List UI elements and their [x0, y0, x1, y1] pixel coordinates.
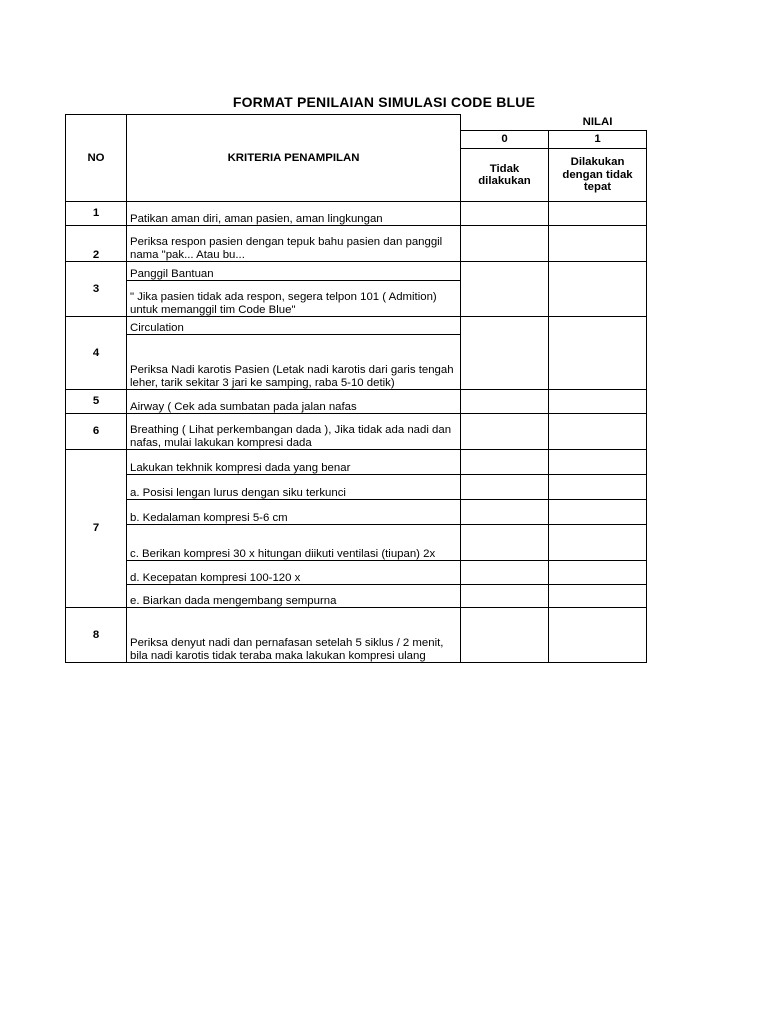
score-cell-0[interactable] [461, 262, 549, 317]
table-row [66, 414, 647, 450]
table-row [66, 450, 647, 475]
score-cell-0[interactable] [461, 450, 549, 475]
table-row [66, 390, 647, 414]
score-cell-0[interactable] [461, 561, 549, 585]
header-nilai: NILAI [582, 116, 613, 128]
score-cell-0[interactable] [461, 317, 549, 390]
score-cell-1[interactable] [549, 500, 647, 525]
item-no: 7 [66, 450, 127, 608]
score-cell-1[interactable] [549, 525, 647, 561]
item-no: 3 [66, 262, 127, 317]
header-desc-0: Tidak dilakukan [461, 149, 549, 202]
item-criteria: Panggil Bantuan [127, 262, 461, 281]
score-cell-0[interactable] [461, 500, 549, 525]
item-criteria: Breathing ( Lihat perkembangan dada ), Jika tidak ada nadi dan nafas, mulai lakukan kompresi dada [127, 414, 461, 450]
item-no: 6 [66, 414, 127, 450]
header-kriteria: KRITERIA PENAMPILAN [127, 115, 461, 202]
table-row [66, 608, 647, 663]
score-cell-0[interactable] [461, 226, 549, 262]
item-criteria: " Jika pasien tidak ada respon, segera telpon 101 ( Admition) untuk memanggil tim Code Blue" [127, 281, 461, 317]
score-cell-1[interactable] [549, 414, 647, 450]
header-desc-1: Dilakukan dengan tidak tepat [549, 149, 647, 202]
table-row [66, 317, 647, 335]
table-row [66, 262, 647, 281]
score-cell-1[interactable] [549, 317, 647, 390]
score-cell-0[interactable] [461, 202, 549, 226]
score-cell-1[interactable] [549, 262, 647, 317]
score-cell-1[interactable] [549, 475, 647, 500]
header-score-0: 0 [461, 131, 549, 149]
item-no: 1 [66, 202, 127, 226]
item-criteria: Lakukan tekhnik kompresi dada yang benar [127, 450, 461, 475]
table-row [66, 585, 647, 608]
score-cell-0[interactable] [461, 525, 549, 561]
score-cell-1[interactable] [549, 450, 647, 475]
page-title: FORMAT PENILAIAN SIMULASI CODE BLUE [232, 94, 536, 110]
score-cell-1[interactable] [549, 585, 647, 608]
item-no: 2 [66, 226, 127, 262]
item-no: 8 [66, 608, 127, 663]
item-criteria: c. Berikan kompresi 30 x hitungan diikuti ventilasi (tiupan) 2x [127, 525, 461, 561]
item-no: 5 [66, 390, 127, 414]
item-criteria: Airway ( Cek ada sumbatan pada jalan nafas [127, 390, 461, 414]
score-cell-1[interactable] [549, 390, 647, 414]
item-criteria: a. Posisi lengan lurus dengan siku terkunci [127, 475, 461, 500]
score-cell-0[interactable] [461, 608, 549, 663]
item-criteria: d. Kecepatan kompresi 100-120 x [127, 561, 461, 585]
item-criteria: Circulation [127, 317, 461, 335]
score-cell-0[interactable] [461, 414, 549, 450]
header-nilai-spacer [461, 115, 549, 131]
header-no: NO [66, 115, 127, 202]
score-cell-1[interactable] [549, 561, 647, 585]
table-row [66, 202, 647, 226]
item-criteria: Patikan aman diri, aman pasien, aman lingkungan [127, 202, 461, 226]
table-row [66, 226, 647, 262]
score-cell-0[interactable] [461, 475, 549, 500]
score-cell-0[interactable] [461, 390, 549, 414]
table-row [66, 525, 647, 561]
score-cell-1[interactable] [549, 608, 647, 663]
table-row [66, 561, 647, 585]
item-criteria: Periksa denyut nadi dan pernafasan setelah 5 siklus / 2 menit, bila nadi karotis tidak teraba maka lakukan kompresi ulang [127, 608, 461, 663]
item-criteria: e. Biarkan dada mengembang sempurna [127, 585, 461, 608]
score-cell-1[interactable] [549, 202, 647, 226]
item-criteria: Periksa respon pasien dengan tepuk bahu pasien dan panggil nama "pak... Atau bu... [127, 226, 461, 262]
score-cell-0[interactable] [461, 585, 549, 608]
table-row [66, 500, 647, 525]
header-score-1: 1 [549, 131, 647, 149]
assessment-table [65, 114, 647, 663]
item-criteria: Periksa Nadi karotis Pasien (Letak nadi karotis dari garis tengah leher, tarik sekitar 3 jari ke samping, raba 5-10 detik) [127, 335, 461, 390]
item-criteria: b. Kedalaman kompresi 5-6 cm [127, 500, 461, 525]
score-cell-1[interactable] [549, 226, 647, 262]
table-row [66, 475, 647, 500]
item-no: 4 [66, 317, 127, 390]
